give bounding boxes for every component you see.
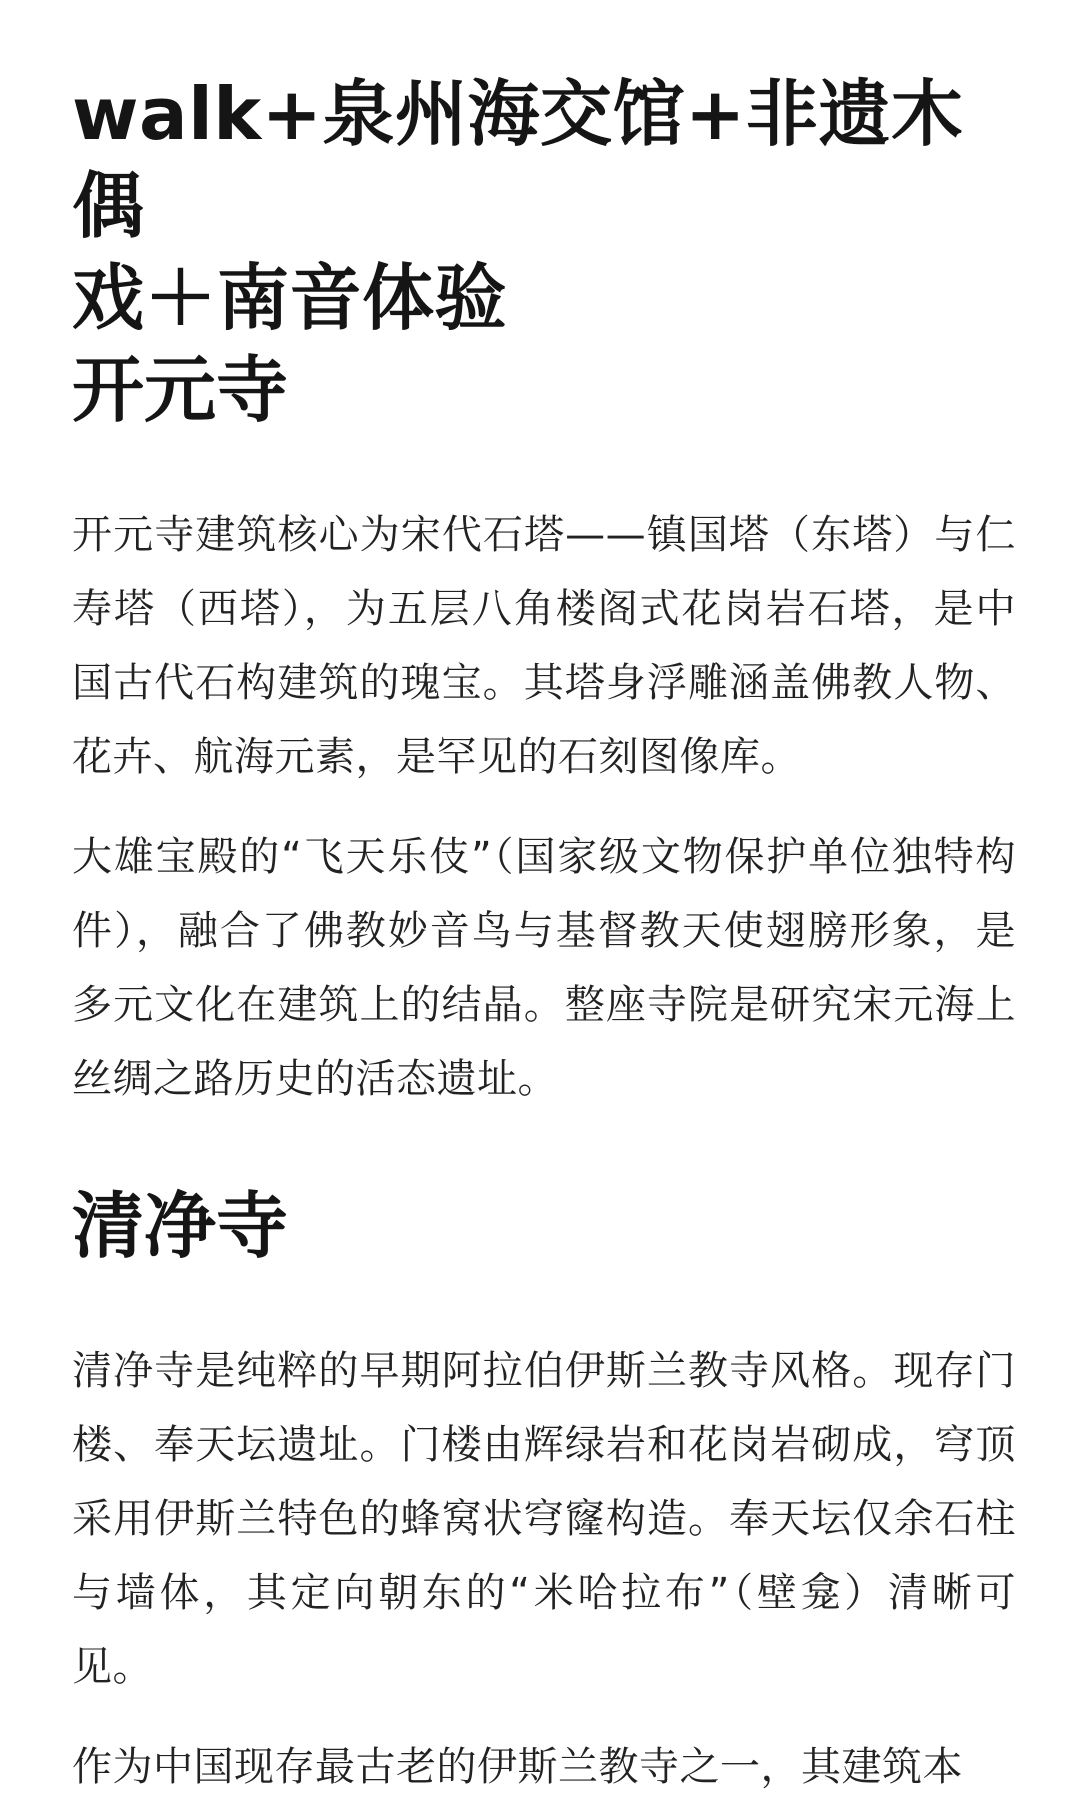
article-title (72, 68, 1016, 344)
paragraph-qingjing-architecture: 清净寺是纯粹的早期阿拉伯伊斯兰教寺风格。现存门楼、奉天坛遗址。门楼由辉绿岩和花岗岩砌成，穹顶采用伊斯兰特色的蜂窝状穹窿构造。奉天坛仅余石柱与墙体，其定向朝东的“米哈拉布”（壁龛）清晰可见。 (72, 1348, 1016, 1690)
section-heading-kaiyuan-temple: 开元寺 (72, 348, 289, 432)
paragraph-kaiyuan-main-hall: 大雄宝殿的“飞天乐伎”（国家级文物保护单位独特构件），融合了佛教妙音鸟与基督教天使翅膀形象，是多元文化在建筑上的结晶。整座寺院是研究宋元海上丝绸之路历史的活态遗址。 (72, 834, 1016, 1102)
article-title-line-2: 戏＋南音体验 (72, 256, 508, 340)
section-heading-qingjing-mosque: 清净寺 (72, 1184, 289, 1268)
article-title-line-1: walk+泉州海交馆+非遗木偶 (72, 72, 964, 248)
paragraph-qingjing-history: 作为中国现存最古老的伊斯兰教寺之一，其建筑本 (72, 1744, 963, 1790)
paragraph-kaiyuan-pagodas: 开元寺建筑核心为宋代石塔——镇国塔（东塔）与仁寿塔（西塔），为五层八角楼阁式花岗岩石塔，是中国古代石构建筑的瑰宝。其塔身浮雕涵盖佛教人物、花卉、航海元素，是罕见的石刻图像库。 (72, 512, 1016, 780)
